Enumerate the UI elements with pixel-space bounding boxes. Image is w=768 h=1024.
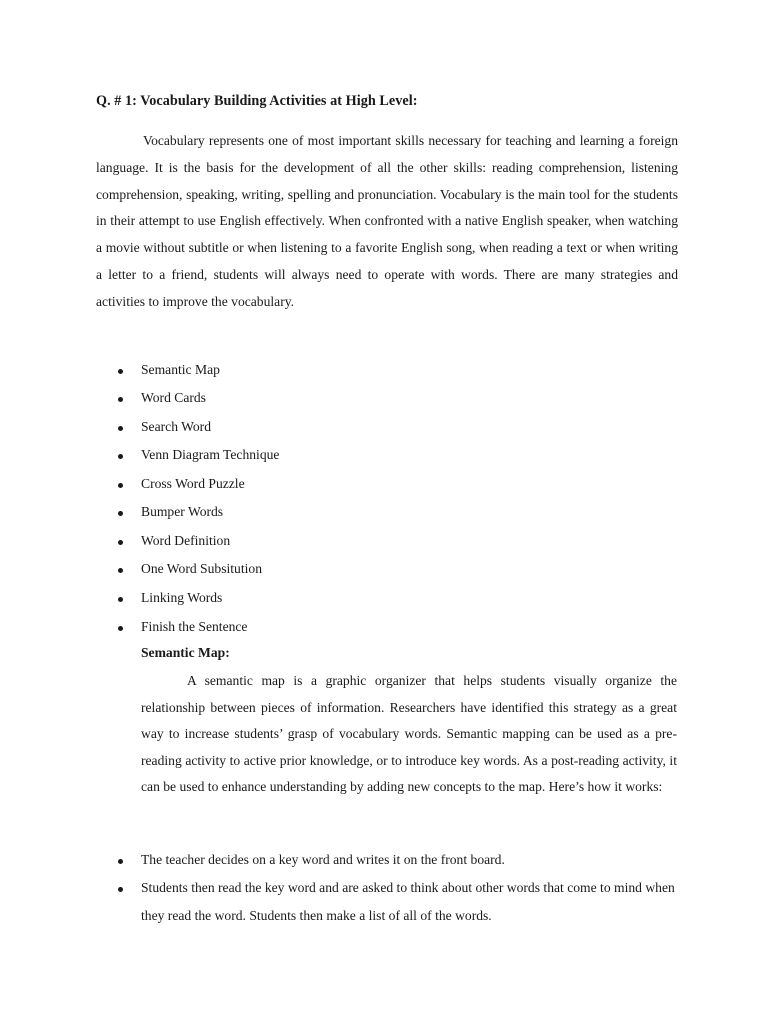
list-item-label: Finish the Sentence <box>141 619 248 634</box>
bullet-icon <box>118 859 123 864</box>
list-item-label: The teacher decides on a key word and writes it on the front board. <box>141 852 505 867</box>
bullet-icon <box>118 397 123 402</box>
list-item-label: Linking Words <box>141 590 223 605</box>
list-item-label: Cross Word Puzzle <box>141 476 245 491</box>
bullet-icon <box>118 597 123 602</box>
bullet-icon <box>118 568 123 573</box>
list-item-label: Venn Diagram Technique <box>141 447 280 462</box>
question-heading: Q. # 1: Vocabulary Building Activities at High Level: <box>96 93 418 109</box>
section-paragraph: A semantic map is a graphic organizer that helps students visually organize the relationship between pieces of information. Researchers have identified this strategy as a great way to increase students’ grasp of vocabulary words. Semantic mapping can be used as a pre-reading activity to active prior knowledge, or to introduce key words. As a post-reading activity, it can be used to enhance understanding by adding new concepts to the map. Here’s how it works: <box>141 673 677 795</box>
bullet-icon <box>118 540 123 545</box>
bullet-icon <box>118 483 123 488</box>
bullet-icon <box>118 887 123 892</box>
section-heading: Semantic Map: <box>141 645 230 660</box>
list-item-label: Word Cards <box>141 390 206 405</box>
bullet-icon <box>118 426 123 431</box>
list-item-label: Search Word <box>141 419 211 434</box>
list-item-label: One Word Subsitution <box>141 561 263 576</box>
bullet-icon <box>118 511 123 516</box>
bullet-icon <box>118 369 123 374</box>
list-item-label: Students then read the key word and are asked to think about other words that come to mind when they read the word. Students then make a list of all of the words. <box>141 880 675 923</box>
list-item-label: Semantic Map <box>141 362 220 377</box>
bullet-icon <box>118 454 123 459</box>
intro-paragraph: Vocabulary represents one of most important skills necessary for teaching and learning a foreign language. It is the basis for the development of all the other skills: reading comprehension, listening comprehension, speaking, writing, spelling and pronunciation. Vocabulary is the main tool for the students in their attempt to use English effectively. When confronted with a native English speaker, when watching a movie without subtitle or when listening to a favorite English song, when reading a text or when writing a letter to a friend, students will always need to operate with words. There are many strategies and activities to improve the vocabulary. <box>96 133 678 309</box>
bullet-icon <box>118 626 123 631</box>
list-item-label: Bumper Words <box>141 504 224 519</box>
list-item-label: Word Definition <box>141 533 231 548</box>
